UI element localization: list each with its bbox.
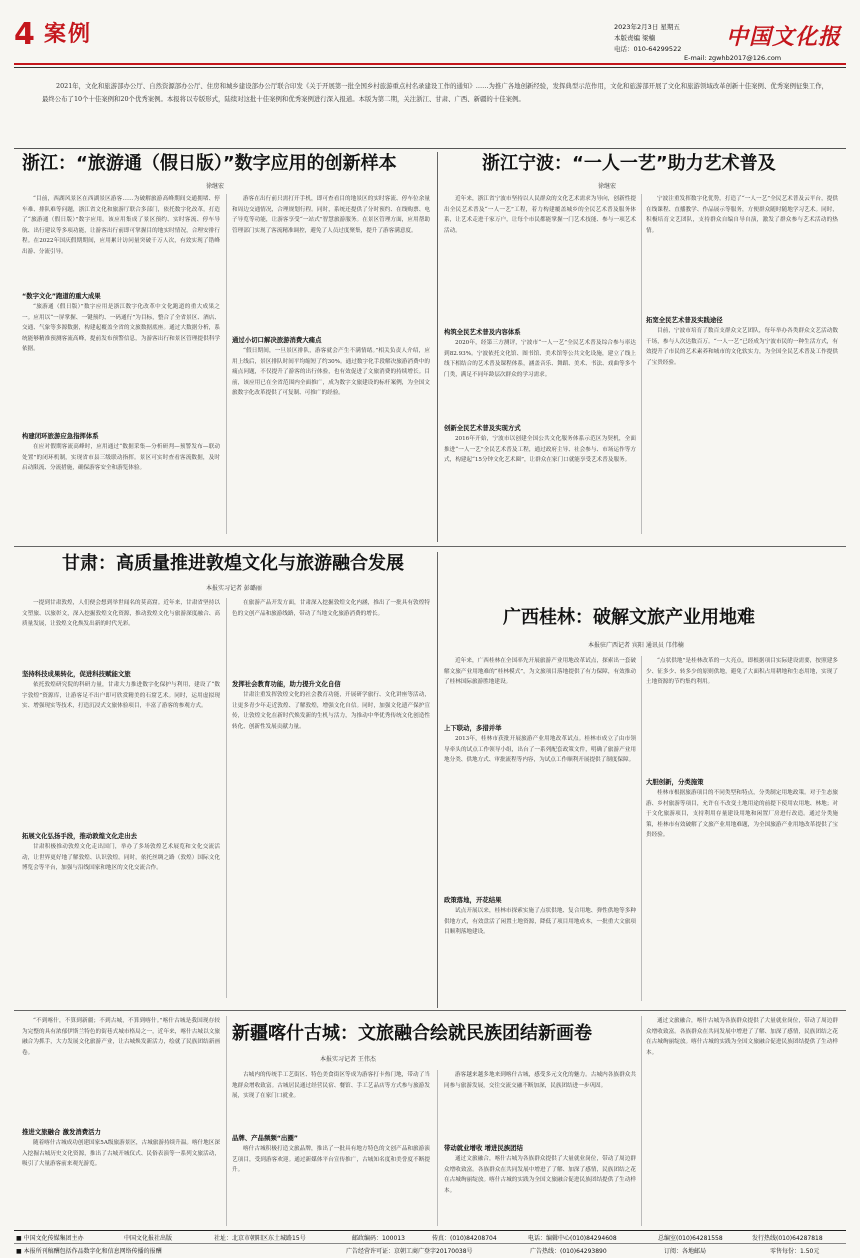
footer-rule xyxy=(14,1230,846,1231)
xinjiang-para-1: “不到喀什，不算到新疆；不到古城，不算到喀什。”喀什古城是我国现存较为完整的具有浓郁伊斯兰特色的街巷式城市格局之一，近年来，喀什古城以文旅融合为抓手，大力发展文化旅游产业，让古城焕发新活力，绘就了民族团结新画卷。 xyxy=(22,1018,220,1056)
guangxi-subhead-2: 政策落地，开花结果 xyxy=(444,896,502,904)
footer-subscription: 订阅：各地邮局 xyxy=(664,1248,707,1255)
zhejiang-subhead-3: 通过小切口解决旅游消费大痛点 xyxy=(232,336,322,344)
xinjiang-subhead-2: 品牌、产品频频“出圈” xyxy=(232,1134,298,1142)
ningbo-col-1 xyxy=(444,194,636,544)
masthead xyxy=(14,18,846,62)
page-divider-mid xyxy=(437,552,438,1008)
zhejiang-col-1 xyxy=(22,194,220,544)
gansu-col-2 xyxy=(232,598,430,1008)
article-title-ningbo: 浙江宁波：“一人一艺”助力艺术普及 xyxy=(482,153,776,174)
footer-address: 社址：北京市朝阳区东土城路15号 xyxy=(214,1235,306,1242)
footer-press: 中国文化报社出版 xyxy=(124,1235,173,1242)
guangxi-col-2 xyxy=(646,656,838,1008)
byline-xinjiang: 本报实习记者 王伟杰 xyxy=(320,1056,376,1063)
email-line: E-mail: zgwhb2017@126.com xyxy=(684,54,782,62)
footer-price: 零售每份：1.50元 xyxy=(770,1248,820,1255)
guangxi-para-1: 近年来，广西桂林在全国率先开展旅游产业用地改革试点，探索出一套破解文旅产业用地难的“桂林模式”，为文旅项目落地提供了有力保障，有效推动了桂林国际旅游胜地建设。 xyxy=(444,658,636,686)
byline-gansu: 本报实习记者 彭璐丽 xyxy=(206,585,262,592)
xinjiang-col-4 xyxy=(646,1016,838,1228)
gansu-para-4: 在旅游产品开发方面，甘肃深入挖掘敦煌文化内涵，推出了一批具有敦煌特色的文创产品和旅游线路，带动了当地文化旅游消费的增长。 xyxy=(232,600,430,617)
xinjiang-col-rule-1 xyxy=(226,1016,227,1226)
ningbo-para-5: 目前，宁波市培育了数百支群众文艺团队，每年举办各类群众文艺活动数千场，参与人次达数百万。“一人一艺”已经成为宁波市民的一种生活方式，有效提升了市民的艺术素养和城市的文化软实力，为全国全民艺术普及工作提供了宝贵经验。 xyxy=(646,328,838,366)
gansu-para-5: 甘肃注重发挥敦煌文化的社会教育功能，开展研学旅行、文化讲座等活动，让更多青少年走近敦煌、了解敦煌，增强文化自信。同时，加强文化遗产保护宣传，让敦煌文化在新时代焕发新的生机与活力，为推动中华优秀传统文化创造性转化、创新性发展贡献力量。 xyxy=(232,692,430,730)
xinjiang-para-4: 喀什古城积极打造文旅品牌，推出了一批具有地方特色的文创产品和旅游演艺项目，受到游客欢迎。通过新媒体平台宣传推广，古城知名度和美誉度不断提升。 xyxy=(232,1146,430,1174)
guangxi-subhead-3: 大胆创新，分类施策 xyxy=(646,778,704,786)
ningbo-subhead-3: 拓宽全民艺术普及实践途径 xyxy=(646,316,723,324)
footer-distribution-phone: 发行热线(010)64287818 xyxy=(752,1235,823,1242)
gansu-para-3: 甘肃积极推动敦煌文化走出国门，举办了多场敦煌艺术展览和文化交流活动，让世界更好地了解敦煌、认识敦煌。同时，依托丝绸之路（敦煌）国际文化博览会等平台，加强与沿线国家和地区的文化交流合作。 xyxy=(22,844,220,872)
xinjiang-subhead-1: 推进文旅融合 激发消费活力 xyxy=(22,1128,101,1136)
article-title-zhejiang: 浙江：“旅游通（假日版）”数字应用的创新样本 xyxy=(22,153,397,174)
xinjiang-col-rule-3 xyxy=(641,1016,642,1226)
zhejiang-col-rule xyxy=(226,194,227,534)
guangxi-col-rule xyxy=(641,656,642,1001)
xinjiang-col-2 xyxy=(232,1070,430,1228)
zhejiang-col-2 xyxy=(232,194,430,544)
guangxi-para-2: 2013年，桂林市获批开展旅游产业用地改革试点。桂林市成立了由市领导牵头的试点工作领导小组，出台了一系列配套政策文件，明确了旅游产业用地分类、供地方式、审批流程等内容，为试点工作顺利开展提供了制度保障。 xyxy=(444,736,636,764)
ningbo-para-2: 2020年，经第三方测评，宁波市“一人一艺”全民艺术普及综合参与率达到82.93%。宁波依托文化馆、图书馆、美术馆等公共文化设施，建立了线上线下相结合的艺术普及课程体系，涵盖音乐、舞蹈、美术、书法、戏曲等多个门类，满足不同年龄层次群众的学习需求。 xyxy=(444,340,636,378)
guangxi-subhead-1: 上下联动，多措并举 xyxy=(444,724,502,732)
article-title-guangxi: 广西桂林：破解文旅产业用地难 xyxy=(503,607,755,628)
xinjiang-col-3 xyxy=(444,1070,636,1228)
footer-postcode: 邮政编码：100013 xyxy=(352,1235,405,1242)
footer-rule-2 xyxy=(14,1243,846,1244)
zhejiang-subhead-1: “数字文化”跑道的重大成果 xyxy=(22,292,101,300)
guangxi-col-1 xyxy=(444,656,636,1008)
footer-office-phone: 总编室(010)64281558 xyxy=(658,1235,723,1242)
xinjiang-para-3: 古城内的传统手工艺街区、特色美食街区等成为游客打卡热门地，带动了当地群众增收致富。古城居民通过经营民宿、餐馆、手工艺品店等方式参与旅游发展，实现了在家门口就业。 xyxy=(232,1072,430,1100)
byline-zhejiang: 徐继宏 xyxy=(206,183,225,190)
date-line: 2023年2月3日 星期五 xyxy=(614,23,680,31)
ningbo-col-rule xyxy=(641,194,642,534)
zhejiang-para-4: 游客在出行前只需打开手机，即可查看目的地景区的实时客流、停车位余量和周边交通情况，合理规划行程。同时，系统还提供了分时预约、在线购票、电子导览等功能，让游客享受“一站式”智慧旅游服务。在景区管理方面，应用帮助管理部门实现了客流精准调控，避免了人员过度聚集，提升了游客满意度。 xyxy=(232,196,430,234)
gansu-subhead-2: 拓展文化弘扬手段，推动敦煌文化走出去 xyxy=(22,832,138,840)
ningbo-para-1: 近年来，浙江省宁波市坚持以人民群众的文化艺术需求为导向，创新性提出全民艺术普及“一人一艺”工程，着力构建覆盖城乡的全民艺术普及服务体系，让艺术走进千家万户，让每个市民都能掌握一门艺术技能、参与一项艺术活动。 xyxy=(444,196,636,234)
gansu-subhead-3: 发挥社会教育功能，助力提升文化自信 xyxy=(232,680,341,688)
guangxi-para-5: 桂林市根据旅游项目的不同类型和特点，分类制定用地政策。对于生态旅游、乡村旅游等项目，允许在不改变土地用途的前提下使用农用地、林地；对于文化旅游项目，支持利用存量建设用地和闲置厂房进行改造。通过分类施策，桂林市有效破解了文旅产业用地难题，为全国旅游产业用地改革提供了宝贵经验。 xyxy=(646,790,838,839)
page-divider-top xyxy=(437,152,438,542)
page-number: 4 xyxy=(14,17,35,52)
article-title-gansu: 甘肃：高质量推进敦煌文化与旅游融合发展 xyxy=(62,553,404,574)
gansu-para-1: 一提到甘肃敦煌，人们便会想到举世闻名的莫高窟。近年来，甘肃省坚持以文塑旅、以旅彰文，深入挖掘敦煌文化资源，推动敦煌文化与旅游深度融合、高质量发展，让敦煌文化焕发出新的时代光彩。 xyxy=(22,600,220,628)
zhejiang-para-5: “假日期间，一旦景区排队，游客就会产生不满情绪。”相关负责人介绍，应用上线后，景区排队时间平均缩短了约30%。通过数字化手段解决旅游消费中的痛点问题，不仅提升了游客的出行体验，也有效促进了文旅消费的持续增长。目前，该应用已在全省范围内全面推广，成为数字文旅建设的标杆案例，为全国文旅数字化改革提供了可复制、可推广的经验。 xyxy=(232,348,430,397)
xinjiang-col-rule-2 xyxy=(437,1070,438,1226)
masthead-rule-thin xyxy=(14,67,846,68)
zhejiang-para-2: “旅游通（假日版）”数字应用是浙江数字化改革中文化跑道的重大成果之一。应用以“一屏掌握、一键预约、一码通行”为目标，整合了全省景区、酒店、交通、气象等多源数据，构建起覆盖全省的文旅数据底座。通过大数据分析，系统能够精准预测客流高峰，提前发布预警信息，为游客出行和景区管理提供科学依据。 xyxy=(22,304,220,353)
ningbo-col-2 xyxy=(646,194,838,544)
zhejiang-para-1: “目前，西湖风景区在西湖景区游客……为破解旅游高峰期间交通拥堵、停车难、排队难等问题，浙江省文化和旅游厅联合多部门，依托数字化改革，打造了“旅游通（假日版）”数字应用。该应用集成了景区预约、实时客流、停车导航、出行建议等多项功能，让游客出行前即可掌握目的地实时情况，合理安排行程。在2022年国庆假期期间，应用累计访问量突破千万人次，有效实现了错峰出游、分流引导。 xyxy=(22,196,220,255)
footer-publisher: ■ 中国文化传媒集团主办 xyxy=(16,1235,84,1242)
footer-ad-phone: 广告热线：(010)64293890 xyxy=(530,1248,607,1255)
divider-row-1 xyxy=(14,546,846,547)
ningbo-para-3: 2016年开始，宁波市以创建全国公共文化服务体系示范区为契机，全面推进“一人一艺”全民艺术普及工程，通过政府主导、社会参与、市场运作等方式，构建起“15分钟文化艺术圈”，让群众在家门口就能享受艺术普及服务。 xyxy=(444,436,636,464)
xinjiang-para-5: 游客越来越多地来到喀什古城，感受多元文化的魅力。古城内各族群众共同参与旅游发展，交往交流交融不断加深，民族团结进一步巩固。 xyxy=(444,1072,636,1089)
ningbo-subhead-1: 构筑全民艺术普及内容体系 xyxy=(444,328,521,336)
footer-editorial-phone: 电话：编辑中心(010)84294608 xyxy=(528,1235,617,1242)
paper-logo: 中国文化报 xyxy=(726,24,842,50)
footer-fax: 传真：(010)84208704 xyxy=(432,1235,497,1242)
editor-line: 本版责编 梁楠 xyxy=(614,34,656,42)
ningbo-subhead-2: 创新全民艺术普及实现方式 xyxy=(444,424,521,432)
zhejiang-para-3: 在应对假期客流高峰时，应用通过“数据采集—分析研判—预警发布—联动处置”的闭环机制，实现省市县三级联动指挥。景区可实时查看客流数据，及时启动限流、分流措施，确保游客安全和游览体验。 xyxy=(22,444,220,472)
intro-text: 2021年，文化和旅游部办公厅、自然资源部办公厅、住房和城乡建设部办公厅联合印发《关于开展第一批全国乡村旅游重点村名录建设工作的通知》……为推广各地创新经验，发挥典型示范作用，文化和旅游部开展了文化和旅游领域改革创新十佳案例、优秀案例征集工作，最终公布了10个十佳案例和20个优秀案例。本报将以专版形式，陆续对这批十佳案例和优秀案例进行深入报道。本版为第二期，关注浙江、甘肃、广西、新疆的十佳案例。 xyxy=(42,82,828,103)
gansu-para-2: 依托敦煌研究院的科研力量，甘肃大力推进数字化保护与利用，建设了“数字敦煌”资源库，让游客足不出户即可欣赏精美的石窟艺术。同时，运用虚拟现实、增强现实等技术，打造沉浸式文旅体验项目，丰富了游客的参观方式。 xyxy=(22,682,220,710)
byline-ningbo: 徐继宏 xyxy=(598,183,617,190)
gansu-col-1 xyxy=(22,598,220,1008)
ningbo-para-4: 宁波注重发挥数字化优势，打造了“一人一艺”全民艺术普及云平台，提供在线课程、直播教学、作品展示等服务，方便群众随时随地学习艺术。同时，积极培育文艺团队，支持群众自编自导自演，激发了群众参与艺术活动的热情。 xyxy=(646,196,838,234)
gansu-col-rule xyxy=(226,598,227,998)
xinjiang-col-0 xyxy=(22,1016,220,1228)
guangxi-para-3: 试点开展以来，桂林市探索实施了点状供地、复合用地、弹性供地等多种供地方式，有效盘活了闲置土地资源，降低了项目用地成本，一批重大文旅项目顺利落地建设。 xyxy=(444,908,636,936)
byline-guangxi: 本报驻广西记者 宾阳 通讯员 邝伟楠 xyxy=(588,642,684,649)
divider-row-2 xyxy=(14,1010,846,1011)
footer-copyright: ■ 本报所刊稿酬包括作品数字化和信息网络传播的报酬 xyxy=(16,1248,162,1255)
footer-ad-license: 广告经营许可证：京朝工商广登字20170038号 xyxy=(346,1248,473,1255)
masthead-rule xyxy=(14,63,846,65)
gansu-subhead-1: 坚持科技成果转化，促进科技赋能文旅 xyxy=(22,670,131,678)
xinjiang-para-2: 随着喀什古城成功创建国家5A级旅游景区，古城旅游持续升温。喀什地区深入挖掘古城历史文化资源，推出了古城开城仪式、民俗表演等一系列文旅活动，吸引了大量游客前来观光游览。 xyxy=(22,1140,220,1168)
intro-rule xyxy=(14,148,846,149)
xinjiang-subhead-3: 带动就业增收 增进民族团结 xyxy=(444,1144,523,1152)
xinjiang-para-7: 通过文旅融合，喀什古城为各族群众提供了大量就业岗位，带动了周边群众增收致富。各族群众在共同发展中增进了了解、加深了感情，民族团结之花在古城绚丽绽放。喀什古城的实践为全国文旅融合促进民族团结提供了生动样本。 xyxy=(646,1018,838,1056)
article-title-xinjiang: 新疆喀什古城：文旅融合绘就民族团结新画卷 xyxy=(232,1023,592,1044)
xinjiang-para-6: 通过文旅融合，喀什古城为各族群众提供了大量就业岗位，带动了周边群众增收致富。各族群众在共同发展中增进了了解、加深了感情，民族团结之花在古城绚丽绽放。喀什古城的实践为全国文旅融合促进民族团结提供了生动样本。 xyxy=(444,1156,636,1194)
phone-line: 电话：010-64299522 xyxy=(614,45,682,53)
guangxi-para-4: “点状供地”是桂林改革的一大亮点，即根据项目实际建设需要，按照建多少、征多少、转多少的原则供地，避免了大面积占用耕地和生态用地，实现了土地资源的节约集约利用。 xyxy=(646,658,838,686)
section-name: 案例 xyxy=(44,22,93,47)
zhejiang-subhead-2: 构建闭环旅游应急指挥体系 xyxy=(22,432,99,440)
